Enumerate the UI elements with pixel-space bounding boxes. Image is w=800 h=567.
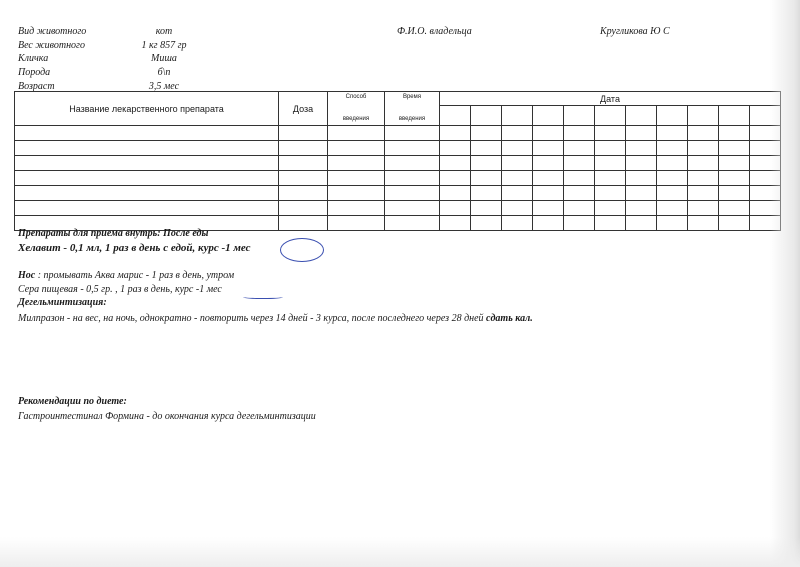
milprazon-line <box>18 313 533 324</box>
owner-value: Кругликова Ю С <box>600 26 670 37</box>
pen-underline-mark <box>243 294 283 299</box>
nose-text: : промывать Аква марис - 1 раз в день, утром <box>35 270 235 281</box>
diet-heading: Рекомендации по диете: <box>18 396 127 407</box>
nose-label: Нос <box>18 270 36 281</box>
breed-label: Порода <box>18 67 51 78</box>
name-value: Миша <box>151 53 177 64</box>
table-header-row <box>15 92 781 106</box>
col-time-line2: введения <box>398 116 426 122</box>
helavit-line: Хелавит - 0,1 мл, 1 раз в день с едой, курс -1 мес <box>18 242 251 254</box>
col-time-header <box>385 92 440 126</box>
oral-heading: Препараты для приема внутрь: После еды <box>18 228 209 239</box>
nose-line <box>18 270 234 281</box>
diet-text: Гастроинтестинал Формина - до окончания курса дегельминтизации <box>18 411 316 422</box>
col-dose-header: Доза <box>279 92 328 126</box>
page-bottom-shade <box>0 537 800 567</box>
table-row <box>15 201 781 216</box>
owner-label: Ф.И.О. владельца <box>397 26 472 37</box>
col-date-header: Дата <box>440 92 781 106</box>
age-value: 3,5 мес <box>148 81 180 92</box>
table-row <box>15 156 781 171</box>
treatment-table <box>14 91 781 231</box>
milprazon-tail: сдать кал. <box>486 313 533 324</box>
weight-label: Вес животного <box>18 40 85 51</box>
pen-circle-mark <box>280 238 324 262</box>
sulfur-line: Сера пищевая - 0,5 гр. , 1 раз в день, курс -1 мес <box>18 284 222 295</box>
weight-value: 1 кг 857 гр <box>141 40 187 51</box>
col-method-line2: введения <box>342 116 370 122</box>
age-label: Возраст <box>18 81 55 92</box>
col-method-header <box>328 92 385 126</box>
deworm-heading: Дегельминтизация: <box>18 297 107 308</box>
col-drug-header: Название лекарственного препарата <box>15 92 279 126</box>
table-row <box>15 126 781 141</box>
table-row <box>15 141 781 156</box>
col-method-line1: Способ <box>345 94 367 100</box>
species-label: Вид животного <box>18 26 87 37</box>
breed-value: б\п <box>157 67 171 78</box>
species-value: кот <box>155 26 173 37</box>
page-edge-shadow <box>770 0 800 567</box>
table-row <box>15 186 781 201</box>
milprazon-text: Милпразон - на вес, на ночь, однократно - повторить через 14 дней - 3 курса, после последнего через 28 дней <box>18 313 484 324</box>
col-time-line1: Время <box>402 94 422 100</box>
name-label: Кличка <box>18 53 49 64</box>
table-row <box>15 171 781 186</box>
